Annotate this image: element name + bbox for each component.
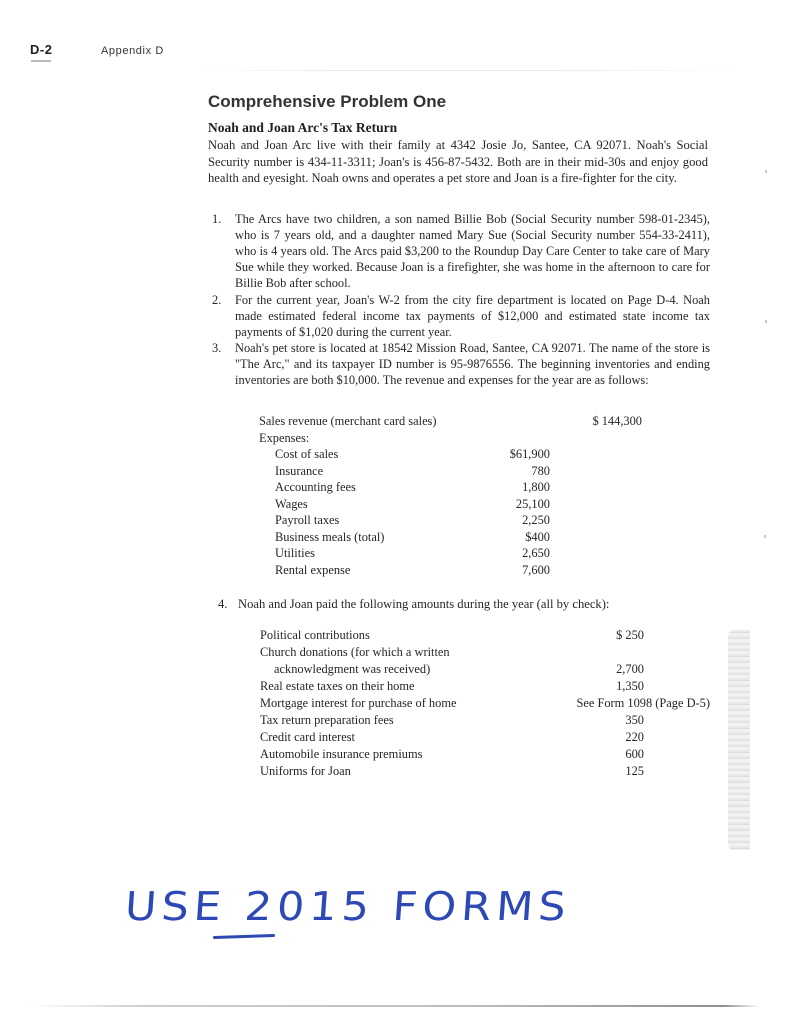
payment-label: acknowledgment was received) (274, 662, 431, 676)
expense-label: Utilities (275, 546, 315, 560)
expense-value: 1,800 (522, 480, 550, 494)
expenses-heading: Expenses: (259, 430, 310, 445)
expense-label: Cost of sales (275, 447, 339, 461)
list-item-text: Noah and Joan paid the following amounts during the year (all by check): (238, 597, 610, 611)
expense-value: 780 (531, 463, 550, 478)
payment-value: 220 (625, 730, 644, 744)
payment-label: Real estate taxes on their home (260, 679, 415, 693)
scan-speck (765, 170, 767, 173)
expense-value: $61,900 (509, 447, 550, 461)
payment-value: 2,700 (616, 662, 644, 676)
list-item-number: 1. (212, 212, 222, 226)
expense-value: 2,250 (522, 513, 550, 527)
scan-speck (764, 535, 766, 538)
expense-label: Accounting fees (275, 480, 356, 494)
list-item-4 (218, 597, 716, 613)
payment-label: Uniforms for Joan (260, 764, 351, 778)
expense-label: Business meals (total) (275, 529, 385, 544)
payment-label: Automobile insurance premiums (260, 747, 423, 761)
list-item-number: 4. (218, 597, 228, 611)
payment-label: Mortgage interest for purchase of home (260, 696, 457, 710)
scan-speck (765, 320, 767, 323)
payment-value: 1,350 (616, 679, 644, 693)
list-item-1 (212, 212, 710, 292)
section-label: Appendix D (101, 45, 164, 57)
revenue-label: Sales revenue (merchant card sales) (259, 414, 437, 428)
payment-value: 350 (625, 713, 644, 727)
list-item-3 (212, 341, 710, 389)
intro-paragraph: Noah and Joan Arc live with their family at 4342 Josie Jo, Santee, CA 92071. Noah's Social Security number is 434-11-3311; Joan's is 456-87-5432. Both are in their mid-30s and enjoy good health and eyesight. Noah owns and operates a pet store and Joan is a fire-fighter for the city. (208, 138, 708, 186)
page-number-label: D-2 (30, 42, 53, 57)
expense-value: 7,600 (522, 562, 550, 577)
page-label-underline (31, 60, 51, 62)
payment-value: 600 (625, 747, 644, 761)
payment-value: See Form 1098 (Page D-5) (576, 696, 710, 710)
business-income-table (259, 414, 659, 584)
expense-value: 25,100 (515, 496, 550, 511)
header-divider (200, 70, 740, 71)
list-item-text: Noah's pet store is located at 18542 Mission Road, Santee, CA 92071. The name of the store is "The Arc," and its taxpayer ID number is 95-9876556. The beginning inventories and ending inventories are both $10,000. The revenue and expenses for the year are as follows: (235, 341, 710, 387)
revenue-value: $ 144,300 (592, 414, 642, 428)
expense-label: Wages (275, 496, 308, 511)
payment-label: Church donations (for which a written (260, 645, 450, 659)
payment-label: Credit card interest (260, 730, 355, 744)
payment-label: Political contributions (260, 628, 370, 642)
expense-value: $400 (525, 529, 550, 544)
payments-table (260, 628, 712, 788)
payment-label: Tax return preparation fees (260, 713, 394, 727)
expense-value: 2,650 (522, 546, 550, 560)
bottom-divider (30, 1005, 760, 1007)
handwritten-note: USE 2015 FORMS (123, 884, 573, 930)
scan-binding-shadow (728, 630, 750, 850)
list-item-text: The Arcs have two children, a son named Billie Bob (Social Security number 598-01-2345), who is 7 years old, and a daughter named Mary Sue (Social Security number 554-33-2411), who is 4 years old. The Arcs paid $3,200 to the Roundup Day Care Center to take care of Mary Sue while they worked. Because Joan is a firefighter, she was home in the afternoon to care for Billie Bob after school. (235, 212, 710, 290)
list-item-text: For the current year, Joan's W-2 from the city fire department is located on Page D-4. Noah made estimated federal income tax payments of $12,000 and estimated state income tax payments of $1,020 during the current year. (235, 293, 710, 339)
expense-label: Rental expense (275, 562, 351, 577)
expense-label: Payroll taxes (275, 513, 340, 527)
payment-value: $ 250 (616, 628, 644, 642)
expense-label: Insurance (275, 463, 324, 478)
problem-title: Comprehensive Problem One (208, 92, 447, 111)
handwritten-underline (213, 934, 275, 939)
list-item-number: 2. (212, 293, 222, 307)
payment-value: 125 (625, 764, 644, 778)
list-item-2 (212, 293, 710, 341)
problem-subtitle: Noah and Joan Arc's Tax Return (208, 120, 398, 135)
list-item-number: 3. (212, 341, 222, 355)
